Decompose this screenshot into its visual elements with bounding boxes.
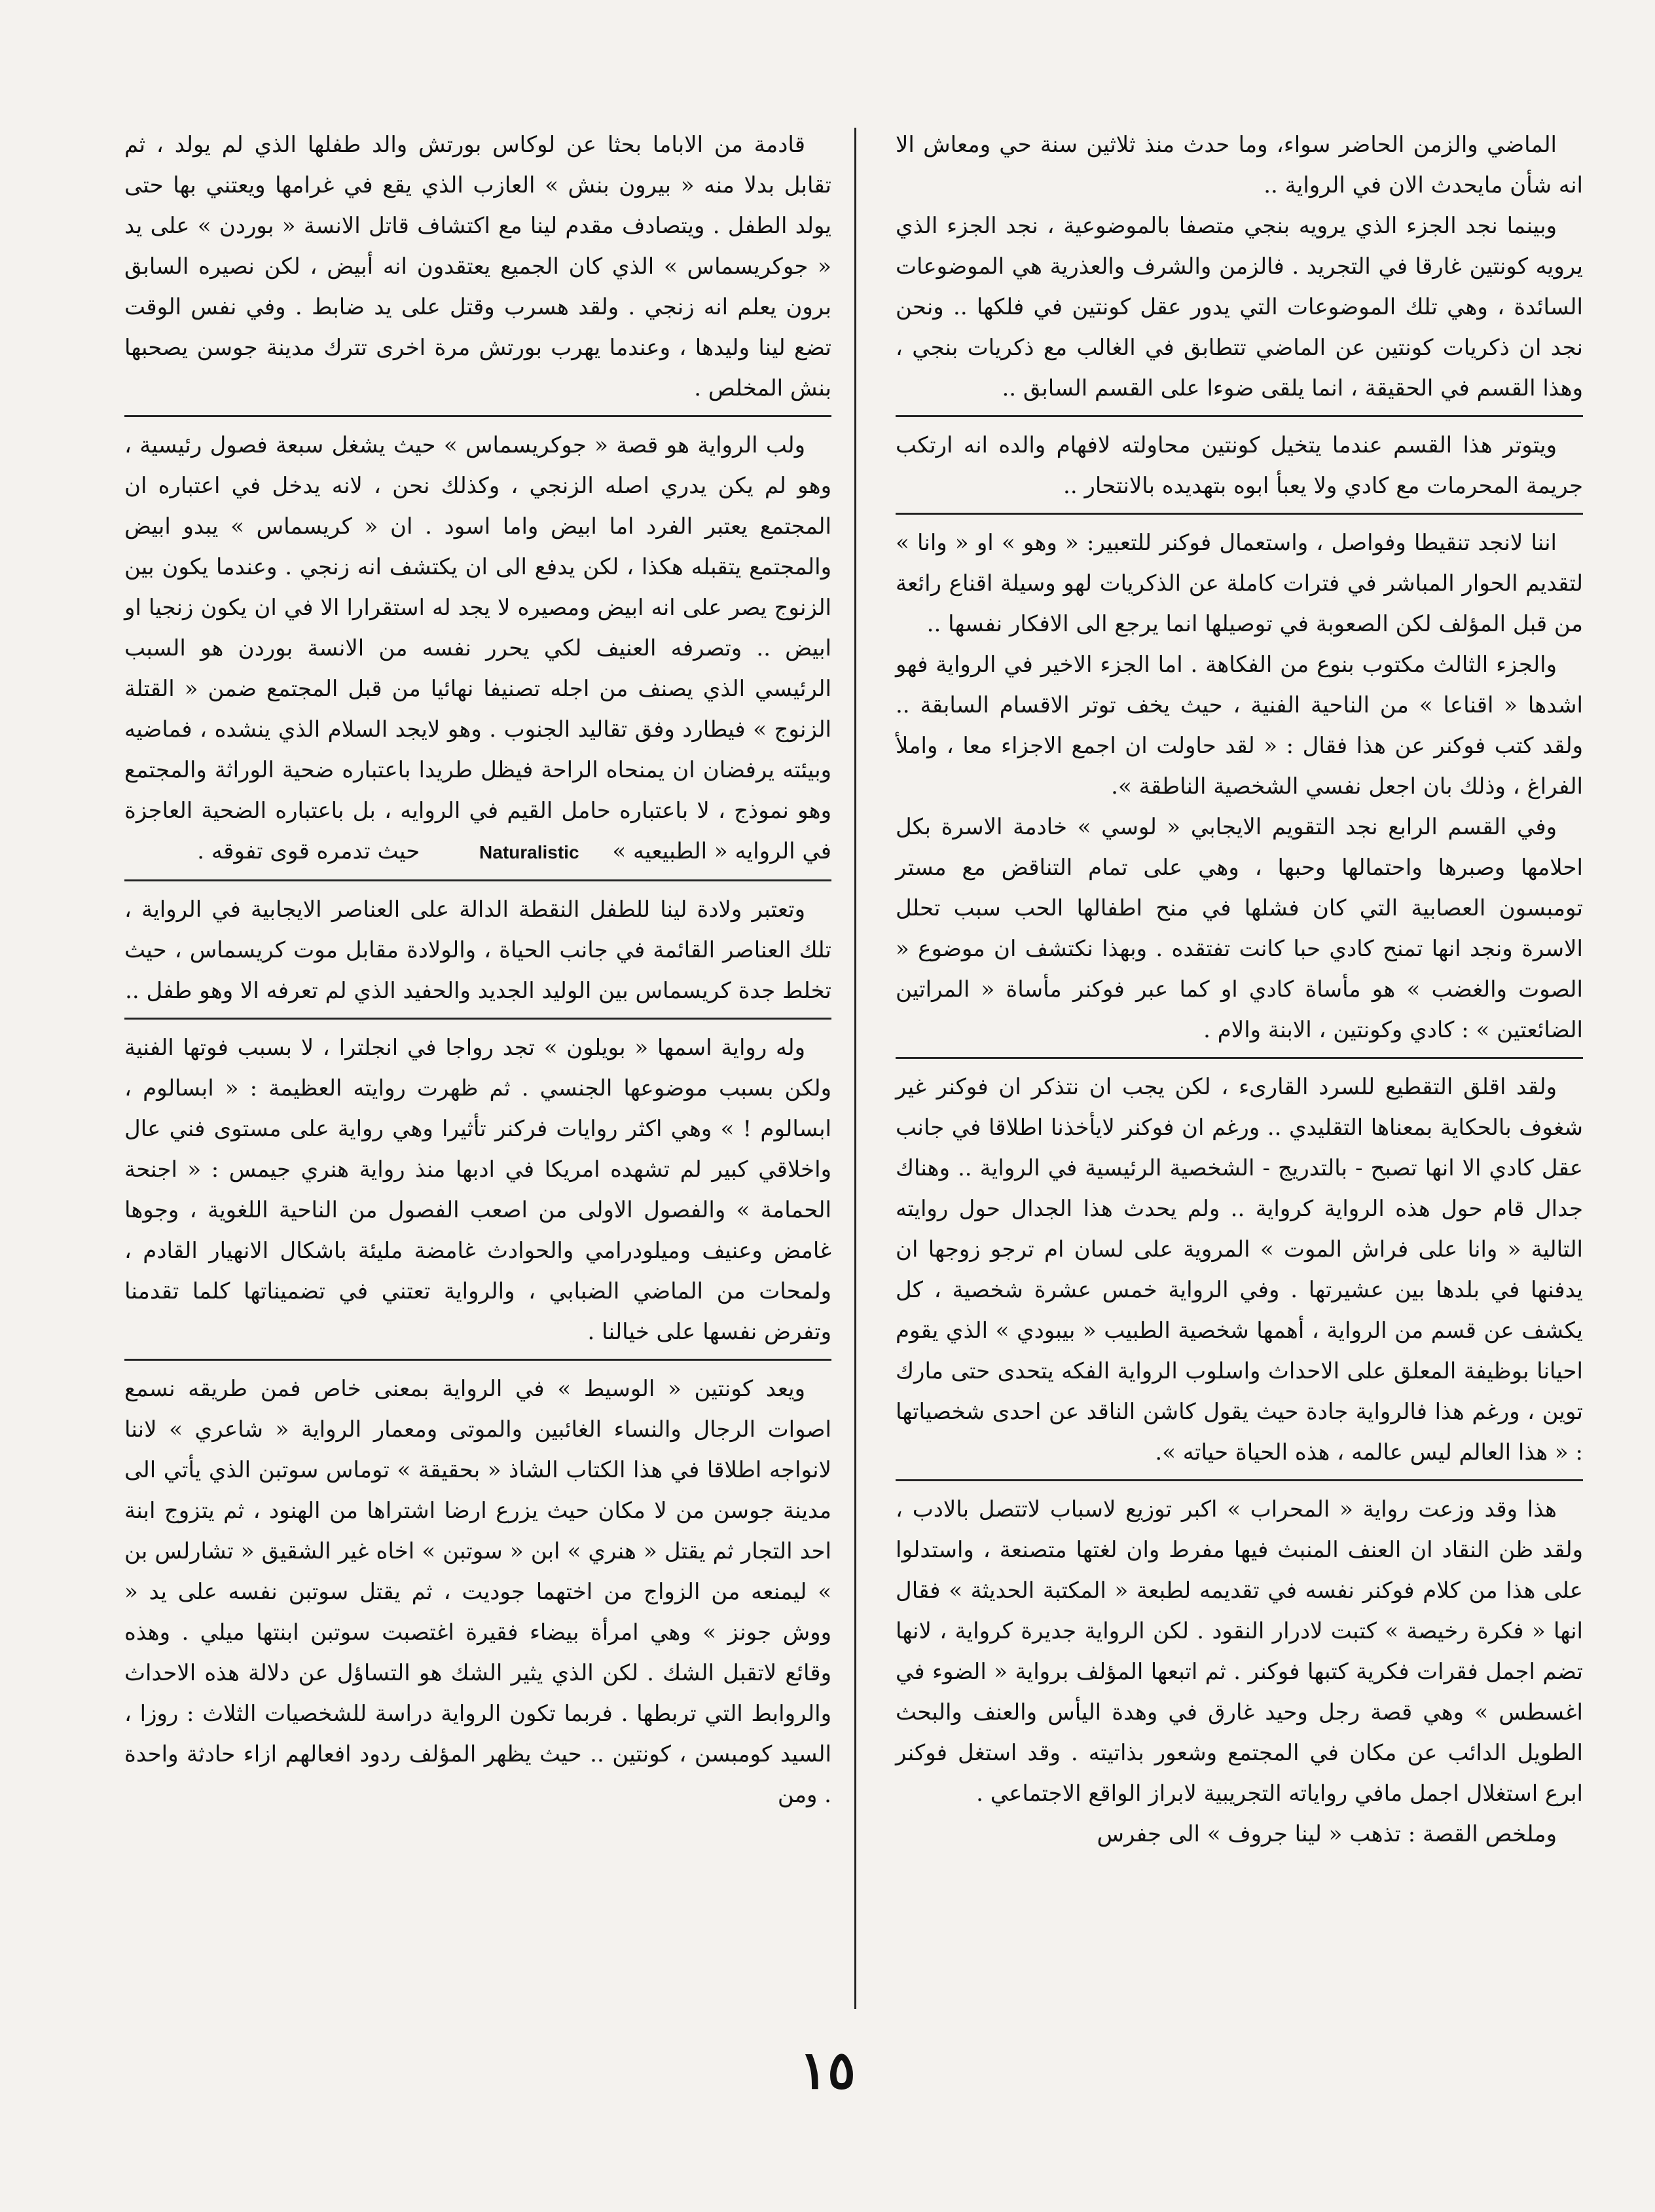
paragraph: وبينما نجد الجزء الذي يرويه بنجي متصفا بالموضوعية ، نجد الجزء الذي يرويه كونتين غارقا في التجريد . فالزمن والشرف والعذرية هي الموضوعات السائدة ، وهي تلك الموضوعات التي يدور عقل كونتين في فلكها .. ونحن نجد ان ذكريات كونتين عن الماضي تتطابق في الغالب مع ذكريات بنجي ، وهذا القسم في الحقيقة ، انما يلقى ضوءا على القسم السابق .. [896, 213, 1583, 401]
paragraph: قادمة من الاباما بحثا عن لوكاس بورتش والد طفلها الذي لم يولد ، ثم تقابل بدلا منه « بيرون بنش » العازب الذي يقع في غرامها ويعتني بها حتى يولد الطفل . ويتصادف مقدم لينا مع اكتشاف قاتل الانسة « بوردن » على يد « جوكريسماس » الذي كان الجميع يعتقدون انه أبيض ، لكن نصيره السابق برون يعلم انه زنجي . ولقد هسرب وقتل على يد ضابط . وفي نفس الوقت تضع لينا وليدها ، وعندما يهرب بورتش مرة اخرى تترك مدينة جوسن يصحبها بنش المخلص . [124, 132, 831, 401]
right-column [896, 124, 1583, 1854]
section-divider [124, 1018, 831, 1020]
paragraph: هذا وقد وزعت رواية « المحراب » اكبر توزيع لاسباب لاتتصل بالادب ، ولقد ظن النقاد ان العنف المنبث فيها مفرط وان لغتها متصنعة ، واستدلوا على هذا من كلام فوكنر نفسه في تقديمه لطبعة « المكتبة الحديثة » فقال انها « فكرة رخيصة » كتبت لادرار النقود . لكن الرواية جديرة كرواية ، لانها تضم اجمل فقرات فكرية كتبها فوكنر . ثم اتبعها المؤلف برواية « الضوء في اغسطس » وهي قصة رجل وحيد غارق في وهدة اليأس والعنف والبحث الطويل الدائب عن مكان في المجتمع وشعور بذاتيته . وقد استغل فوكنر ابرع استغلال اجمل مافي رواياته التجريبية لابراز الواقع الاجتماعي . [896, 1496, 1583, 1807]
paragraph-text: ولب الرواية هو قصة « جوكريسماس » حيث يشغل سبعة فصول رئيسية ، وهو لم يكن يدري اصله الزنجي ، وكذلك نحن ، لانه يدخل في اعتباره ان المجتمع يعتبر الفرد اما ابيض واما اسود . ان « كريسماس » يبدو ابيض والمجتمع يتقبله هكذا ، لكن يدفع الى ان يكتشف انه زنجي . وعندما يكون بين الزنوج يصر على انه ابيض ومصيره لا يجد له استقرارا الا في ان يكون زنجيا او ابيض .. وتصرفه العنيف لكي يحرر نفسه من الانسة بوردن هو السبب الرئيسي الذي يصنف من اجله تصنيفا نهائيا من قبل المجتمع ضمن « القتلة الزنوج » فيطارد وفق تقاليد الجنوب . وهو لايجد السلام الذي ينشده ، فماضيه وبيئته يرفضان ان يمنحاه الراحة فيظل طريدا باعتباره ضحية الوراثة والمجتمع وهو نموذج ، لا باعتباره حامل القيم في الروايه ، بل باعتباره الضحية العاجزة في الروايه « الطبيعيه » [124, 432, 831, 864]
section-divider [896, 513, 1583, 515]
section-divider [896, 1057, 1583, 1059]
section-divider [896, 415, 1583, 417]
section-divider [896, 1479, 1583, 1481]
paragraph: وله رواية اسمها « بويلون » تجد رواجا في انجلترا ، لا بسبب فوتها الفنية ولكن بسبب موضوعها الجنسي . ثم ظهرت روايته العظيمة : « ابسالوم ، ابسالوم ! » وهي اكثر روايات فركنر تأثيرا وهي رواية على مستوى فني عال واخلاقي كبير لم تشهده امريكا في ادبها منذ رواية هنري جيمس : « اجنحة الحمامة » والفصول الاولى من اصعب الفصول من الناحية اللغوية ، وجوها غامض وعنيف وميلودرامي والحوادث غامضة مليئة باشكال الانهيار القادم ، ولمحات من الماضي الضبابي ، والرواية تعتني في تضميناتها كلما تقدمنا وتفرض نفسها على خيالنا . [124, 1035, 831, 1345]
paragraph: وفي القسم الرابع نجد التقويم الايجابي « لوسي » خادمة الاسرة بكل احلامها وصبرها واحتمالها وحبها ، وهي على تمام التناقض مع مستر تومبسون العصابية التي كان فشلها في منح اطفالها الحب سبب تحلل الاسرة ونجد انها تمنح كادي حبا كانت تفتقده . وبهذا نكتشف ان موضوع « الصوت والغضب » هو مأساة كادي او كما عبر فوكنر مأساة « المراتين الضائعتين » : كادي وكونتين ، الابنة والام . [896, 814, 1583, 1043]
paragraph: وتعتبر ولادة لينا للطفل النقطة الدالة على العناصر الايجابية في الرواية ، تلك العناصر القائمة في جانب الحياة ، والولادة مقابل موت كريسماس ، حيث تخلط جدة كريسماس بين الوليد الجديد والحفيد الذي لم تعرفه الا وهو طفل .. [124, 896, 831, 1004]
page-number: ١٥ [799, 2039, 856, 2101]
left-column [124, 124, 831, 1815]
paragraph: والجزء الثالث مكتوب بنوع من الفكاهة . اما الجزء الاخير في الرواية فهو اشدها « اقناعا » من الناحية الفنية ، حيث يخف توتر الاقسام السابقة .. ولقد كتب فوكنر عن هذا فقال : « لقد حاولت ان اجمع الاجزاء معا ، واملأ الفراغ ، وذلك بان اجعل نفسي الشخصية الناطقة ». [896, 652, 1583, 800]
paragraph: ولقد اقلق التقطيع للسرد القارىء ، لكن يجب ان نتذكر ان فوكنر غير شغوف بالحكاية بمعناها التقليدي .. ورغم ان فوكنر لايأخذنا اطلاقا في جانب عقل كادي الا انها تصبح - بالتدريج - الشخصية الرئيسية في الرواية .. وهناك جدال قام حول هذه الرواية كرواية .. ولم يحدث هذا الجدال حول روايته التالية « وانا على فراش الموت » المروية على لسان ام ترجو زوجها ان يدفنها في بلدها بين عشيرتها . وفي الرواية خمس عشرة شخصية ، كل يكشف عن قسم من الرواية ، أهمها شخصية الطبيب « بيبودي » الذي يقوم احيانا بوظيفة المعلق على الاحداث واسلوب الرواية الفكه يتحدى حتى مارك توين ، ورغم هذا فالرواية جادة حيث يقول كاشن الناقد عن احدى شخصياتها : « هذا العالم ليس عالمه ، هذه الحياة حياته ». [896, 1074, 1583, 1465]
paragraph: وملخص القصة : تذهب « لينا جروف » الى جفرس [1097, 1821, 1557, 1847]
column-divider [854, 128, 856, 2009]
latin-term: Naturalistic [479, 842, 579, 862]
paragraph-text: حيث تدمره قوى تفوقه . [197, 838, 420, 864]
paragraph: الماضي والزمن الحاضر سواء، وما حدث منذ ثلاثين سنة حي ومعاش الا انه شأن مايحدث الان في الرواية .. [896, 132, 1583, 198]
paragraph: اننا لانجد تنقيطا وفواصل ، واستعمال فوكنر للتعبير: « وهو » او « وانا » لتقديم الحوار المباشر في فترات كاملة عن الذكريات لهو وسيلة اقناع رائعة من قبل المؤلف لكن الصعوبة في توصيلها انما يرجع الى الافكار نفسها .. [896, 530, 1583, 637]
section-divider [124, 415, 831, 417]
paragraph [124, 425, 831, 873]
section-divider [124, 879, 831, 881]
section-divider [124, 1359, 831, 1361]
paragraph: ويتوتر هذا القسم عندما يتخيل كونتين محاولته لافهام والده انه ارتكب جريمة المحرمات مع كادي ولا يعبأ ابوه بتهديده بالانتحار .. [896, 432, 1583, 499]
paragraph: ويعد كونتين « الوسيط » في الرواية بمعنى خاص فمن طريقه نسمع اصوات الرجال والنساء الغائبين والموتى ومعمار الرواية « شاعري » لاننا لانواجه اطلاقا في هذا الكتاب الشاذ « بحقيقة » توماس سوتبن الذي يأتي الى مدينة جوسن من لا مكان حيث يزرع ارضا اشتراها من الهنود ، ثم يتزوج ابنة احد التجار ثم يقتل « هنري » ابن « سوتبن » اخاه غير الشقيق « تشارلس بن » ليمنعه من الزواج من اختهما جوديت ، ثم يقتل سوتبن نفسه على يد « ووش جونز » وهي امرأة بيضاء فقيرة اغتصبت سوتبن ابنتها ميلي . وهذه وقائع لاتقبل الشك . لكن الذي يثير الشك هو التساؤل عن دلالة هذه الاحداث والروابط التي تربطها . فربما تكون الرواية دراسة للشخصيات الثلاث : روزا ، السيد كومبسن ، كونتين .. حيث يظهر المؤلف ردود افعالهم ازاء حادثة واحدة . ومن [124, 1376, 831, 1808]
